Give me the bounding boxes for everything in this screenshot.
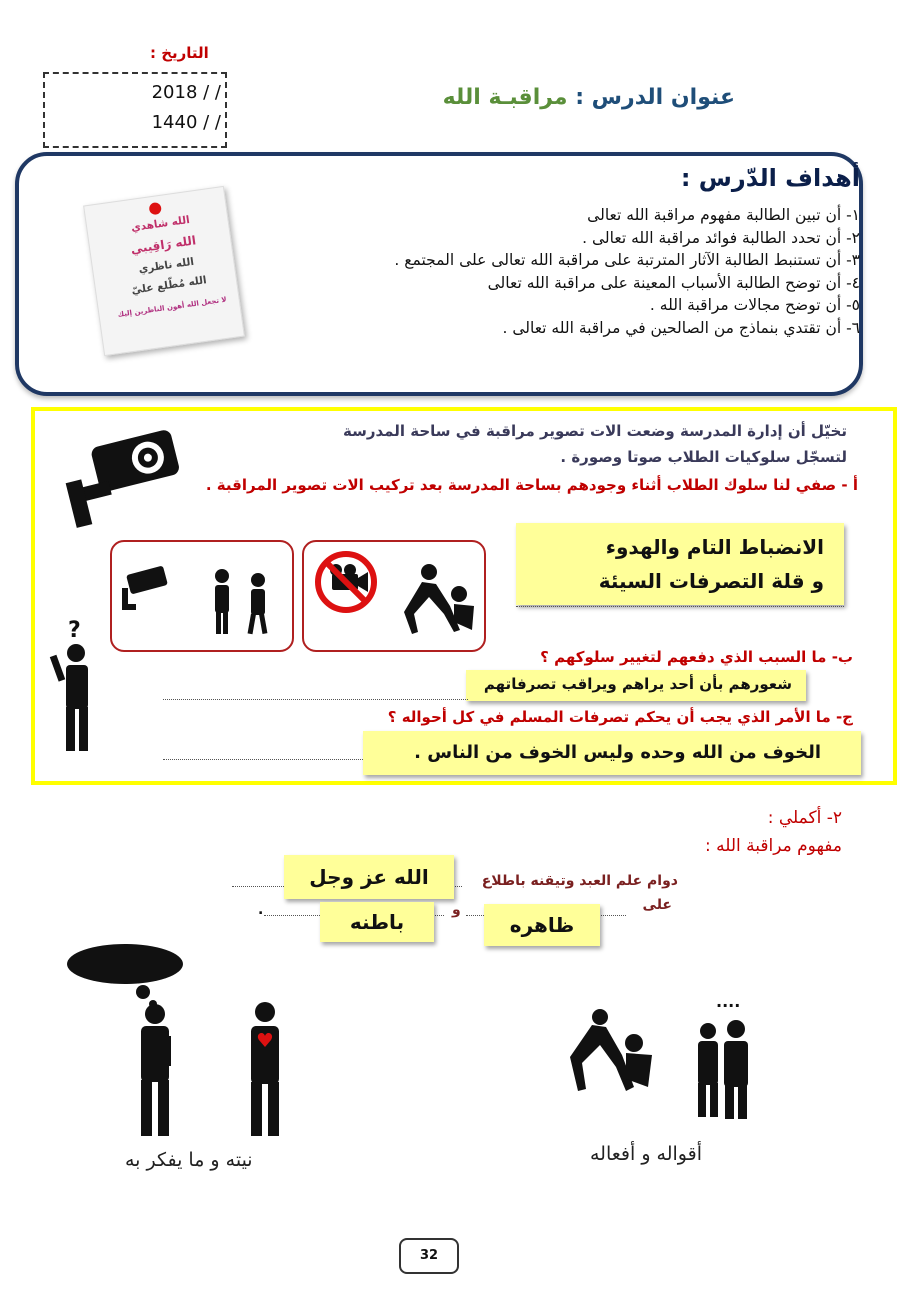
answer-a-line: الانضباط التام والهدوء (605, 535, 824, 559)
activity-intro-line: تخيّل أن إدارة المدرسة وضعت الات تصوير مراقبة في ساحة المدرسة (343, 422, 847, 440)
note-line: لا تجعل الله أهون الناظرين إليك (117, 295, 228, 319)
period: . (258, 902, 264, 918)
concept-text-line-1: دوام علم العبد وتيقنه باطلاع (481, 873, 678, 889)
caption-outer: أقواله و أفعاله (590, 1143, 702, 1165)
fill-answer-allah: الله عز وجل (284, 855, 454, 899)
confused-person-icon (40, 615, 110, 755)
svg-text:?: ? (68, 618, 81, 643)
fill-answer-outer: ظاهره (484, 904, 600, 946)
and-word: و (452, 902, 461, 918)
question-b: ب- ما السبب الذي دفعهم لتغيير سلوكهم ؟ (540, 648, 853, 666)
security-camera-icon (60, 428, 180, 528)
activity-intro-line: لتسجّل سلوكيات الطلاب صوتا وصورة . (560, 448, 847, 466)
page-number: 32 (399, 1238, 459, 1274)
answer-line (163, 759, 363, 760)
no-camera-fighting-icon (304, 542, 484, 650)
concept-text-line-2: على (642, 897, 672, 913)
note-line: الله رَاقِيبي (129, 233, 197, 257)
note-line: الله مُطّلع عليّ (130, 274, 208, 297)
answer-a-line: و قلة التصرفات السيئة (598, 569, 824, 593)
objective-item: ٢- أن تحدد الطالبة فوائد مراقبة الله تعالى . (582, 228, 860, 247)
gregorian-date: 2018 / / (151, 82, 221, 103)
objective-item: ١- أن تبين الطالبة مفهوم مراقبة الله تعالى (587, 206, 860, 224)
answer-line (516, 606, 844, 607)
actions-illustration (548, 995, 788, 1125)
watched-scene-panel (110, 540, 294, 652)
completion-title: ٢- أكملي : (767, 808, 842, 828)
answer-c-text: الخوف من الله وحده وليس الخوف من الناس . (414, 742, 821, 763)
hijri-date: 1440 / / (151, 112, 221, 133)
objectives-title: أهداف الدّرس : (680, 164, 860, 192)
date-label: التاريخ : (150, 44, 209, 62)
note-line: الله شاهدي (130, 213, 191, 235)
question-a: أ - صفي لنا سلوك الطلاب أثناء وجودهم بساحة المدرسة بعد تركيب الات تصوير المراقبة . (205, 476, 858, 494)
lesson-title (443, 85, 735, 110)
answer-b-text: شعورهم بأن أحد يراهم ويراقب تصرفاتهم (483, 675, 792, 693)
answer-a-box (516, 523, 844, 605)
lesson-title-prefix: عنوان الدرس : (567, 85, 735, 110)
fill-answer-inner: باطنه (320, 902, 434, 942)
caption-inner: نيته و ما يفكر به (125, 1149, 253, 1171)
objectives-list (300, 204, 860, 339)
reminder-note-image (83, 186, 245, 356)
unwatched-scene-panel (302, 540, 486, 652)
camera-and-people-icon (112, 542, 292, 650)
ellipsis-text: .... (716, 995, 741, 1011)
note-line: الله ناظري (137, 255, 195, 276)
date-box (43, 72, 227, 148)
activity-intro (227, 418, 847, 470)
answer-c-box (363, 731, 861, 775)
answer-b-box (466, 670, 806, 701)
concept-label: مفهوم مراقبة الله : (704, 836, 842, 856)
answer-line (163, 699, 468, 700)
objective-item: ٤- أن توضح الطالبة الأسباب المعينة على مراقبة الله تعالى (487, 273, 860, 292)
objective-item: ٦- أن تقتدي بنماذج من الصالحين في مراقبة الله تعالى . (502, 318, 860, 337)
question-c: ج- ما الأمر الذي يجب أن يحكم تصرفات المسلم في كل أحواله ؟ (387, 708, 853, 726)
objective-item: ٥- أن توضح مجالات مراقبة الله . (649, 296, 860, 314)
lesson-topic: مراقبـة الله (442, 85, 568, 110)
pin-icon (148, 202, 162, 216)
inner-thoughts-illustration (55, 940, 315, 1140)
objective-item: ٣- أن تستنبط الطالبة الآثار المترتبة على مراقبة الله تعالى على المجتمع . (394, 251, 860, 269)
